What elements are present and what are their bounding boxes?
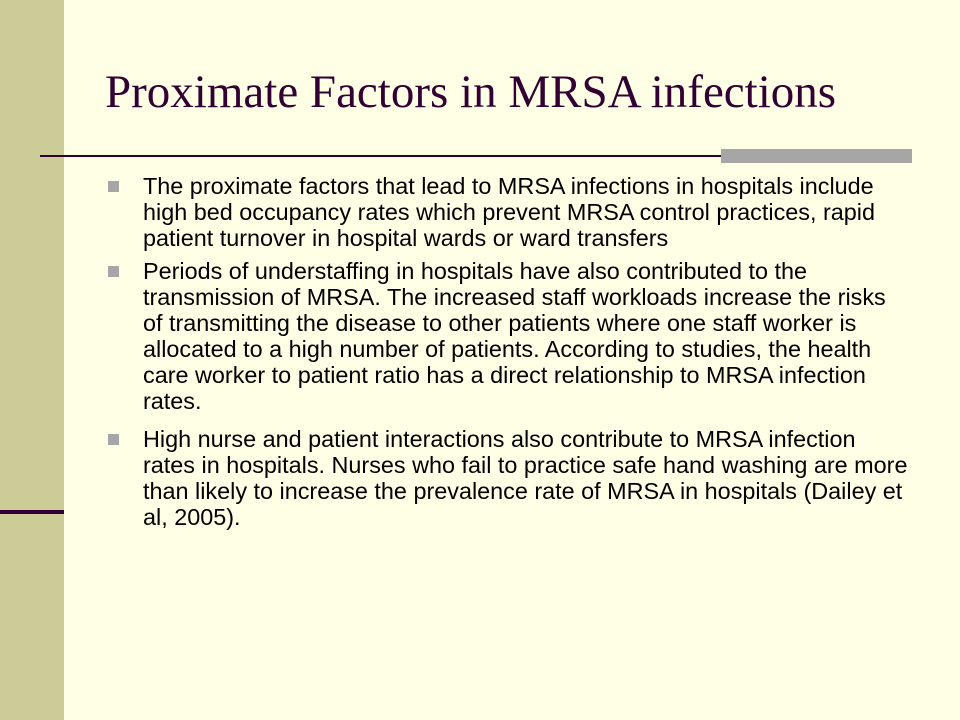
slide-title: Proximate Factors in MRSA infections: [105, 66, 837, 118]
bullet-text: High nurse and patient interactions also contribute to MRSA infection rates in hospitals. Nurses who fail to practice safe hand washing are more than likely to increase the prevalence rate of MRSA in hospitals (Dailey et al, 2005).: [143, 426, 908, 530]
bullet-text: Periods of understaffing in hospitals have also contributed to the transmission of MRSA. The increased staff workloads increase the risks of transmitting the disease to other patients where one staff worker is allocated to a high number of patients. According to studies, the health care worker to patient ratio has a direct relationship to MRSA infection rates.: [143, 258, 886, 414]
bullet-text: The proximate factors that lead to MRSA infections in hospitals include high bed occupancy rates which prevent MRSA control practices, rapid patient turnover in hospital wards or ward transfers: [143, 173, 875, 251]
square-bullet-icon: [108, 181, 119, 192]
square-bullet-icon: [108, 266, 119, 277]
bullet-list: [108, 173, 908, 537]
left-side-bar: [0, 0, 64, 720]
side-bar-accent-line: [0, 510, 64, 514]
square-bullet-icon: [108, 434, 119, 445]
bullet-item: [108, 426, 908, 530]
bullet-item: [108, 258, 908, 414]
bullet-item: [108, 173, 908, 251]
title-divider-accent: [721, 149, 912, 163]
